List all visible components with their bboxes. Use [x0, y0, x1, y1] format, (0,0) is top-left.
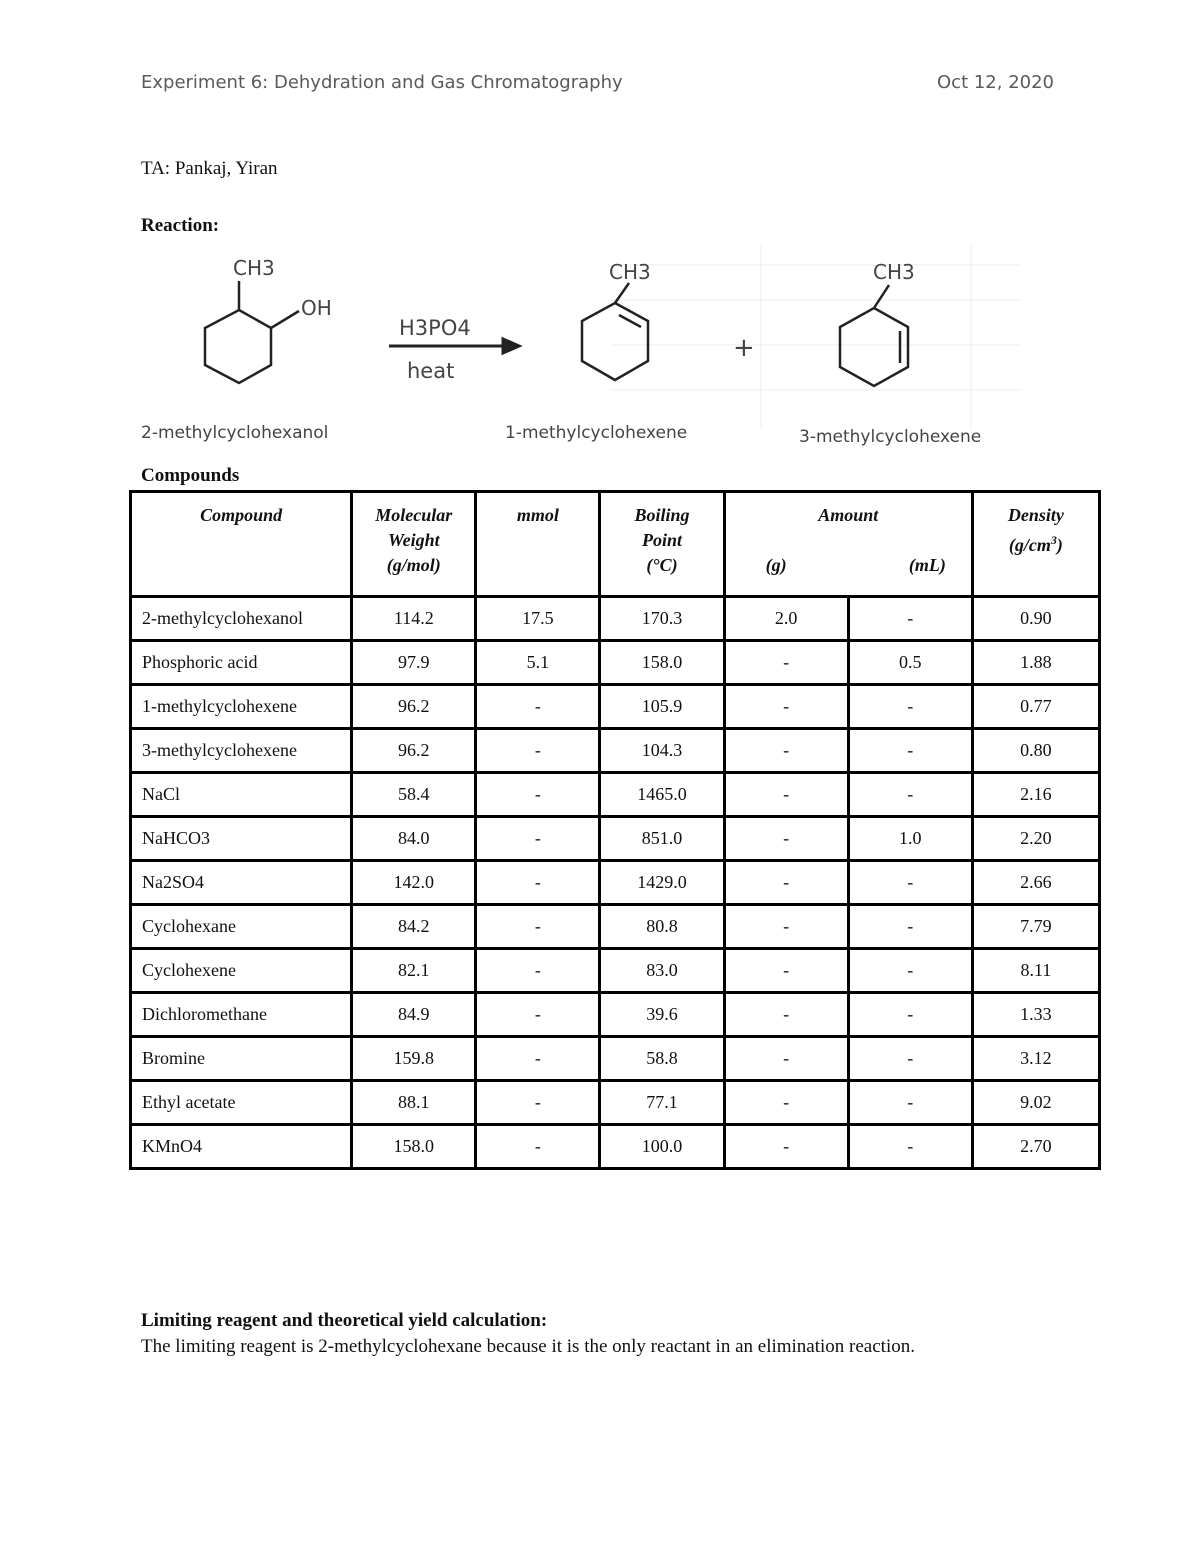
cell-g: - [724, 729, 848, 773]
table-row [131, 1037, 1100, 1081]
cell-name: Phosphoric acid [131, 641, 352, 685]
cell-density: 7.79 [972, 905, 1099, 949]
cell-density: 0.90 [972, 597, 1099, 641]
compounds-heading: Compounds [141, 465, 240, 486]
col-header-density: Density $(g/cm^3)$ [972, 492, 1099, 597]
limiting-heading: Limiting reagent and theoretical yield calculation: [141, 1310, 548, 1331]
cell-mw: 88.1 [352, 1081, 476, 1125]
cell-g: - [724, 1037, 848, 1081]
cell-mmol: - [476, 817, 600, 861]
cell-mmol: 5.1 [476, 641, 600, 685]
cell-name: 3-methylcyclohexene [131, 729, 352, 773]
reagent-label: H3PO4 [399, 316, 471, 340]
compounds-table [129, 490, 1101, 1170]
cell-mmol: - [476, 685, 600, 729]
cell-ml: 0.5 [848, 641, 972, 685]
cell-ml: - [848, 685, 972, 729]
reaction-arrow [389, 339, 519, 353]
cell-density: 2.16 [972, 773, 1099, 817]
cell-name: Ethyl acetate [131, 1081, 352, 1125]
cell-g: - [724, 1081, 848, 1125]
cell-density: 0.77 [972, 685, 1099, 729]
cell-mmol: - [476, 1081, 600, 1125]
table-row [131, 1125, 1100, 1169]
cell-g: - [724, 773, 848, 817]
product2-name: 3-methylcyclohexene [799, 427, 982, 447]
cell-g: - [724, 905, 848, 949]
ta-line: TA: Pankaj, Yiran [141, 158, 278, 179]
cell-ml: - [848, 1081, 972, 1125]
cell-density: 9.02 [972, 1081, 1099, 1125]
table-row [131, 773, 1100, 817]
cell-density: 0.80 [972, 729, 1099, 773]
cell-bp: 100.0 [600, 1125, 724, 1169]
table-row [131, 597, 1100, 641]
cell-bp: 58.8 [600, 1037, 724, 1081]
product1-name: 1-methylcyclohexene [505, 423, 688, 443]
product1-structure [582, 283, 648, 380]
cell-name: 1-methylcyclohexene [131, 685, 352, 729]
col-header-amount-g: (g) [765, 555, 787, 575]
cell-ml: - [848, 597, 972, 641]
reactant-name: 2-methylcyclohexanol [141, 423, 329, 443]
cell-bp: 77.1 [600, 1081, 724, 1125]
cell-bp: 105.9 [600, 685, 724, 729]
cell-density: 3.12 [972, 1037, 1099, 1081]
cell-name: 2-methylcyclohexanol [131, 597, 352, 641]
col-header-boiling-point: Boiling Point (°C) [600, 492, 724, 597]
cell-g: - [724, 949, 848, 993]
cell-density: 8.11 [972, 949, 1099, 993]
cell-g: - [724, 641, 848, 685]
cell-density: 1.88 [972, 641, 1099, 685]
cell-ml: - [848, 773, 972, 817]
cell-bp: 104.3 [600, 729, 724, 773]
reaction-heading: Reaction: [141, 215, 220, 236]
reactant-ch3-label: CH3 [233, 256, 275, 280]
condition-label: heat [407, 359, 455, 383]
table-row [131, 641, 1100, 685]
cell-g: - [724, 993, 848, 1037]
cell-name: Dichloromethane [131, 993, 352, 1037]
cell-name: Cyclohexene [131, 949, 352, 993]
cell-g: - [724, 1125, 848, 1169]
product2-ch3-label: CH3 [873, 260, 915, 284]
cell-name: KMnO4 [131, 1125, 352, 1169]
cell-bp: 170.3 [600, 597, 724, 641]
table-row [131, 1081, 1100, 1125]
cell-g: - [724, 817, 848, 861]
cell-bp: 1465.0 [600, 773, 724, 817]
cell-mmol: - [476, 1037, 600, 1081]
cell-ml: 1.0 [848, 817, 972, 861]
reaction-scheme [141, 245, 1041, 460]
cell-mw: 84.9 [352, 993, 476, 1037]
cell-bp: 83.0 [600, 949, 724, 993]
cell-density: 1.33 [972, 993, 1099, 1037]
cell-bp: 39.6 [600, 993, 724, 1037]
cell-mmol: - [476, 949, 600, 993]
table-row [131, 949, 1100, 993]
cell-mmol: - [476, 861, 600, 905]
cell-mw: 82.1 [352, 949, 476, 993]
table-row [131, 861, 1100, 905]
cell-mmol: - [476, 773, 600, 817]
cell-mmol: - [476, 1125, 600, 1169]
cell-name: NaCl [131, 773, 352, 817]
cell-g: - [724, 861, 848, 905]
cell-mmol: - [476, 905, 600, 949]
cell-bp: 851.0 [600, 817, 724, 861]
cell-mmol: 17.5 [476, 597, 600, 641]
cell-density: 2.70 [972, 1125, 1099, 1169]
table-row [131, 729, 1100, 773]
cell-mmol: - [476, 729, 600, 773]
cell-name: Na2SO4 [131, 861, 352, 905]
cell-ml: - [848, 1037, 972, 1081]
table-body [131, 597, 1100, 1169]
cell-ml: - [848, 1125, 972, 1169]
cell-mw: 114.2 [352, 597, 476, 641]
product1-ch3-label: CH3 [609, 260, 651, 284]
cell-name: Cyclohexane [131, 905, 352, 949]
document-date: Oct 12, 2020 [937, 72, 1054, 93]
cell-mw: 159.8 [352, 1037, 476, 1081]
cell-name: Bromine [131, 1037, 352, 1081]
col-header-molecular-weight: Molecular Weight (g/mol) [352, 492, 476, 597]
reactant-oh-label: OH [301, 296, 332, 320]
table-header-row [131, 492, 1100, 597]
cell-mw: 84.2 [352, 905, 476, 949]
cell-density: 2.66 [972, 861, 1099, 905]
table-row [131, 817, 1100, 861]
plus-sign: + [733, 333, 755, 363]
cell-ml: - [848, 949, 972, 993]
cell-mw: 58.4 [352, 773, 476, 817]
cell-ml: - [848, 729, 972, 773]
cell-mmol: - [476, 993, 600, 1037]
cell-g: - [724, 685, 848, 729]
table-row [131, 993, 1100, 1037]
cell-g: 2.0 [724, 597, 848, 641]
cell-bp: 158.0 [600, 641, 724, 685]
cell-ml: - [848, 993, 972, 1037]
cell-mw: 96.2 [352, 729, 476, 773]
table-row [131, 905, 1100, 949]
cell-density: 2.20 [972, 817, 1099, 861]
cell-mw: 97.9 [352, 641, 476, 685]
col-header-amount: Amount (g) (mL) [724, 492, 972, 597]
cell-mw: 142.0 [352, 861, 476, 905]
cell-mw: 84.0 [352, 817, 476, 861]
cell-mw: 96.2 [352, 685, 476, 729]
col-header-mmol: mmol [476, 492, 600, 597]
cell-bp: 1429.0 [600, 861, 724, 905]
cell-ml: - [848, 905, 972, 949]
cell-name: NaHCO3 [131, 817, 352, 861]
table-row [131, 685, 1100, 729]
col-header-compound: Compound [131, 492, 352, 597]
col-header-amount-ml: (mL) [908, 555, 946, 575]
reactant-structure [205, 281, 299, 383]
cell-bp: 80.8 [600, 905, 724, 949]
cell-ml: - [848, 861, 972, 905]
cell-mw: 158.0 [352, 1125, 476, 1169]
page-header [141, 72, 1054, 102]
document-title: Experiment 6: Dehydration and Gas Chromatography [141, 72, 623, 93]
limiting-text: The limiting reagent is 2-methylcyclohexane because it is the only reactant in an elimination reaction. [141, 1336, 915, 1357]
